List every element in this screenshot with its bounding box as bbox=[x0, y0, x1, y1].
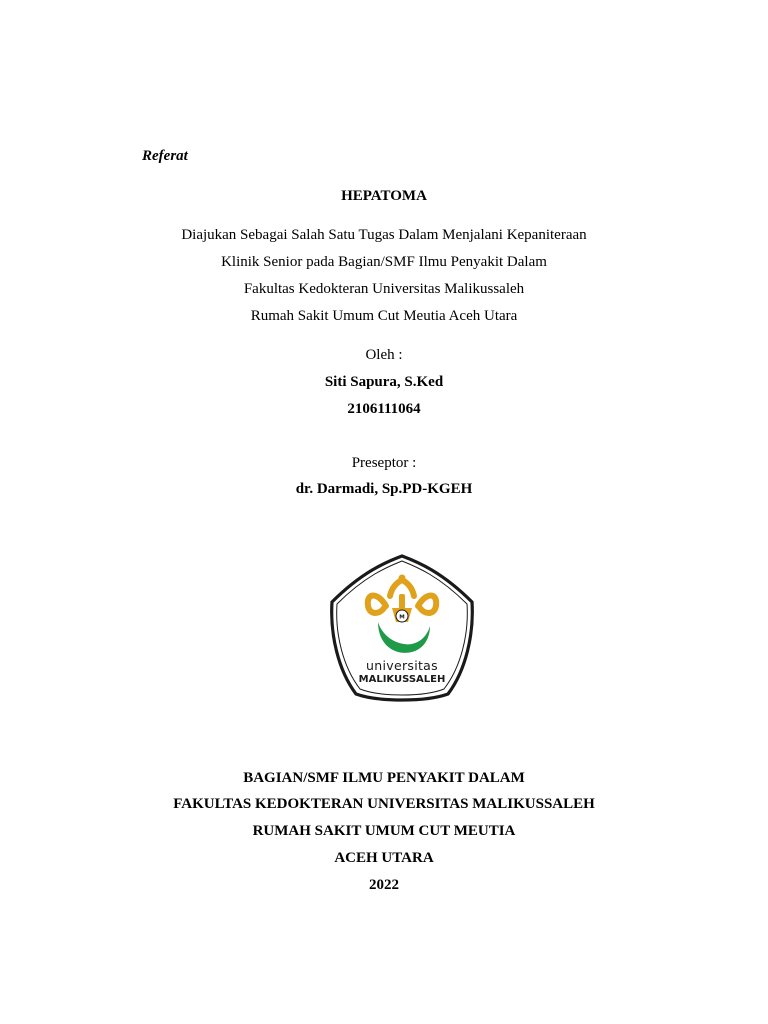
author-label: Oleh : bbox=[365, 347, 403, 363]
purpose-line-1: Diajukan Sebagai Salah Satu Tugas Dalam Menjalani Kepaniteraan bbox=[181, 227, 587, 243]
logo-line-2: MALIKUSSALEH bbox=[358, 674, 446, 685]
document-title: HEPATOMA bbox=[341, 188, 427, 204]
ornament-top-dot-icon bbox=[399, 575, 406, 582]
svg-text:M: M bbox=[399, 614, 405, 621]
university-logo bbox=[326, 552, 478, 704]
author-id: 2106111064 bbox=[347, 401, 421, 417]
purpose-line-4: Rumah Sakit Umum Cut Meutia Aceh Utara bbox=[250, 308, 518, 324]
purpose-line-2: Klinik Senior pada Bagian/SMF Ilmu Penyakit Dalam bbox=[221, 254, 547, 270]
preceptor-label: Preseptor : bbox=[351, 455, 417, 471]
author-name: Siti Sapura, S.Ked bbox=[324, 374, 444, 390]
logo-line-1: universitas bbox=[366, 658, 438, 673]
footer-year: 2022 bbox=[369, 877, 399, 893]
document-type: Referat bbox=[142, 148, 188, 164]
purpose-line-3: Fakultas Kedokteran Universitas Malikussaleh bbox=[243, 281, 525, 297]
footer-region: ACEH UTARA bbox=[334, 850, 434, 866]
footer-department: BAGIAN/SMF ILMU PENYAKIT DALAM bbox=[243, 770, 525, 786]
footer-hospital: RUMAH SAKIT UMUM CUT MEUTIA bbox=[252, 823, 516, 839]
preceptor-name: dr. Darmadi, Sp.PD-KGEH bbox=[295, 481, 473, 497]
footer-faculty: FAKULTAS KEDOKTERAN UNIVERSITAS MALIKUSSALEH bbox=[173, 796, 595, 812]
